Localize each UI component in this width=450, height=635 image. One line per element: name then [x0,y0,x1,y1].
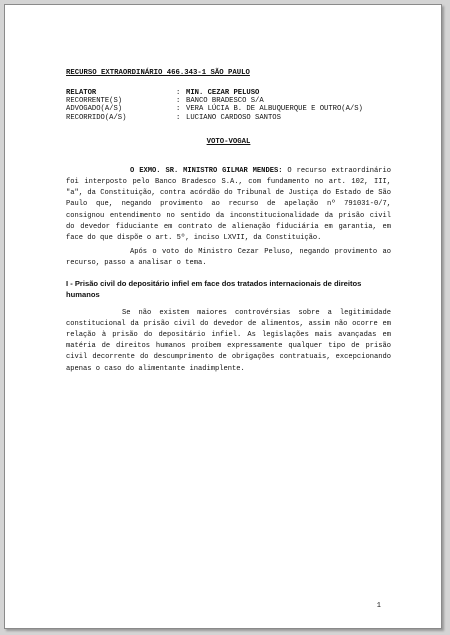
meta-colon: : [176,113,181,122]
case-metadata [66,89,391,122]
speaker-name: O EXMO. SR. MINISTRO GILMAR MENDES: [130,166,283,175]
meta-row [66,105,391,113]
meta-colon: : [176,105,181,114]
meta-value: BANCO BRADESCO S/A [186,97,264,106]
meta-value: MIN. CEZAR PELUSO [186,89,260,97]
meta-value: LUCIANO CARDOSO SANTOS [186,113,281,122]
meta-label: RELATOR [66,89,97,97]
subsection-heading: I - Prisão civil do depositário infiel em face dos tratados internacionais de direitos humanos [66,278,362,299]
meta-row [66,114,391,122]
meta-colon: : [176,89,181,97]
page-number: 1 [376,602,381,610]
meta-label: RECORRIDO(A/S) [66,113,127,122]
second-paragraph: Após o voto do Ministro Cezar Peluso, negando provimento ao recurso, passo a analisar o tema. [66,248,391,268]
section-heading: VOTO-VOGAL [206,137,251,146]
meta-colon: : [176,97,181,106]
third-paragraph: Se não existem maiores controvérsias sobre a legitimidade constitucional da prisão civil do devedor de alimentos, assim não ocorre em relação à prisão do depositário infiel. As legislações mais avançadas em matéria de direitos humanos proíbem expressamente qualquer tipo de prisão civil decorrente do descumprimento de obrigações contratuais, excepcionando apenas o caso do alimentante inadimplente. [66,308,391,373]
meta-label: ADVOGADO(A/S) [66,105,123,114]
opening-paragraph [66,166,391,244]
document-content [66,69,391,375]
document-page [4,4,442,629]
document-title: RECURSO EXTRAORDINÁRIO 466.343-1 SÃO PAULO [66,69,250,77]
opening-paragraph-text: O recurso extraordinário foi interposto pelo Banco Bradesco S.A., com fundamento no art. 102, III, "a", da Constituição, contra acórdão do Tribunal de Justiça do Estado de São Paulo que, negando provimento ao recurso de apelação nº 791031-0/7, consignou entendimento no sentido da inconstitucionalidade da prisão civil do devedor fiduciante em contrato de alienação fiduciária em garantia, em face do que dispõe o art. 5º, inciso LXVII, da Constituição. [66,166,391,243]
meta-row [66,89,391,97]
meta-value: VERA LÚCIA B. DE ALBUQUERQUE E OUTRO(A/S) [186,105,363,114]
meta-label: RECORRENTE(S) [66,97,123,106]
